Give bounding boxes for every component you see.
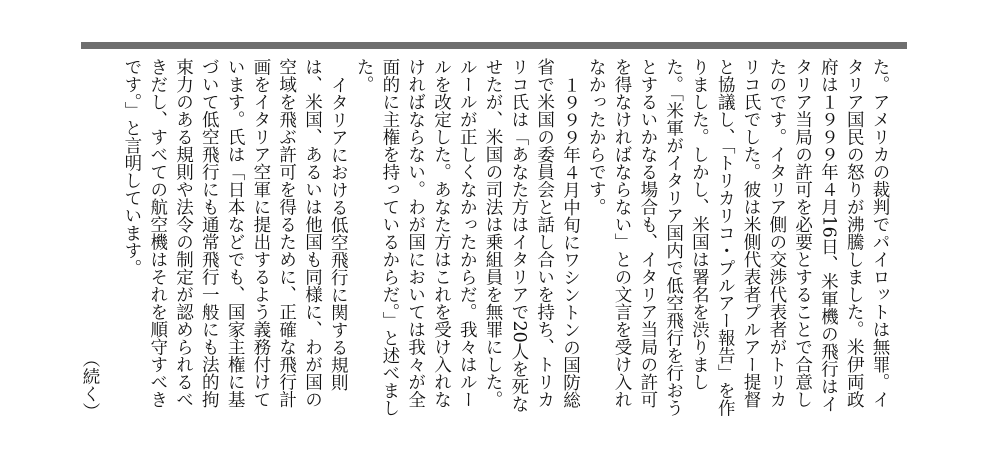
article-body bbox=[100, 58, 892, 418]
top-divider-rule bbox=[81, 42, 907, 49]
continued-label: （続く） bbox=[80, 350, 100, 420]
article-paragraph: た。アメリカの裁判でパイロットは無罪。イタリア国民の怒りが沸騰しました。米伊両政府は１９９９年４月16日、米軍機の飛行はイタリア当局の許可を必要とすることで合意したのです。イタリア側の交渉代表者がトリカリコ氏でした。彼は米側代表者プルアー提督と協議し、「トリカリコ・プルアー報告」を作りました。しかし、米国は署名を渋りました。「米軍がイタリア国内で低空飛行を行おうとするいかなる場合も、イタリア当局の許可を得なければならない」との文言を受け入れなかったからです。 bbox=[586, 58, 890, 417]
article-paragraph: １９９９年４月中旬にワシントンの国防総省で米国の委員会と話し合いを持ち、トリカリコ氏は「あなた方はイタリアで20人を死なせたが、米国の司法は乗組員を無罪にした。ルールが正しくなかったからだ。我々はルールを改定した。あなた方はこれを受け入れなければならない。わが国においては我々が全面的に主権を持っているからだ。」と述べました。 bbox=[354, 58, 581, 417]
article-paragraph: イタリアにおける低空飛行に関する規則は、米国、あるいは他国も同様に、わが国の空域を飛ぶ許可を得るために、正確な飛行計画をイタリア空軍に提出するよう義務付けています。氏は「日本などでも、国家主権に基づいて低空飛行にも通常飛行一般にも法的拘束力のある規則や法令の制定が認められるべきだし、すべての航空機はそれを順守すべきです。」と言明しています。 bbox=[121, 58, 349, 408]
